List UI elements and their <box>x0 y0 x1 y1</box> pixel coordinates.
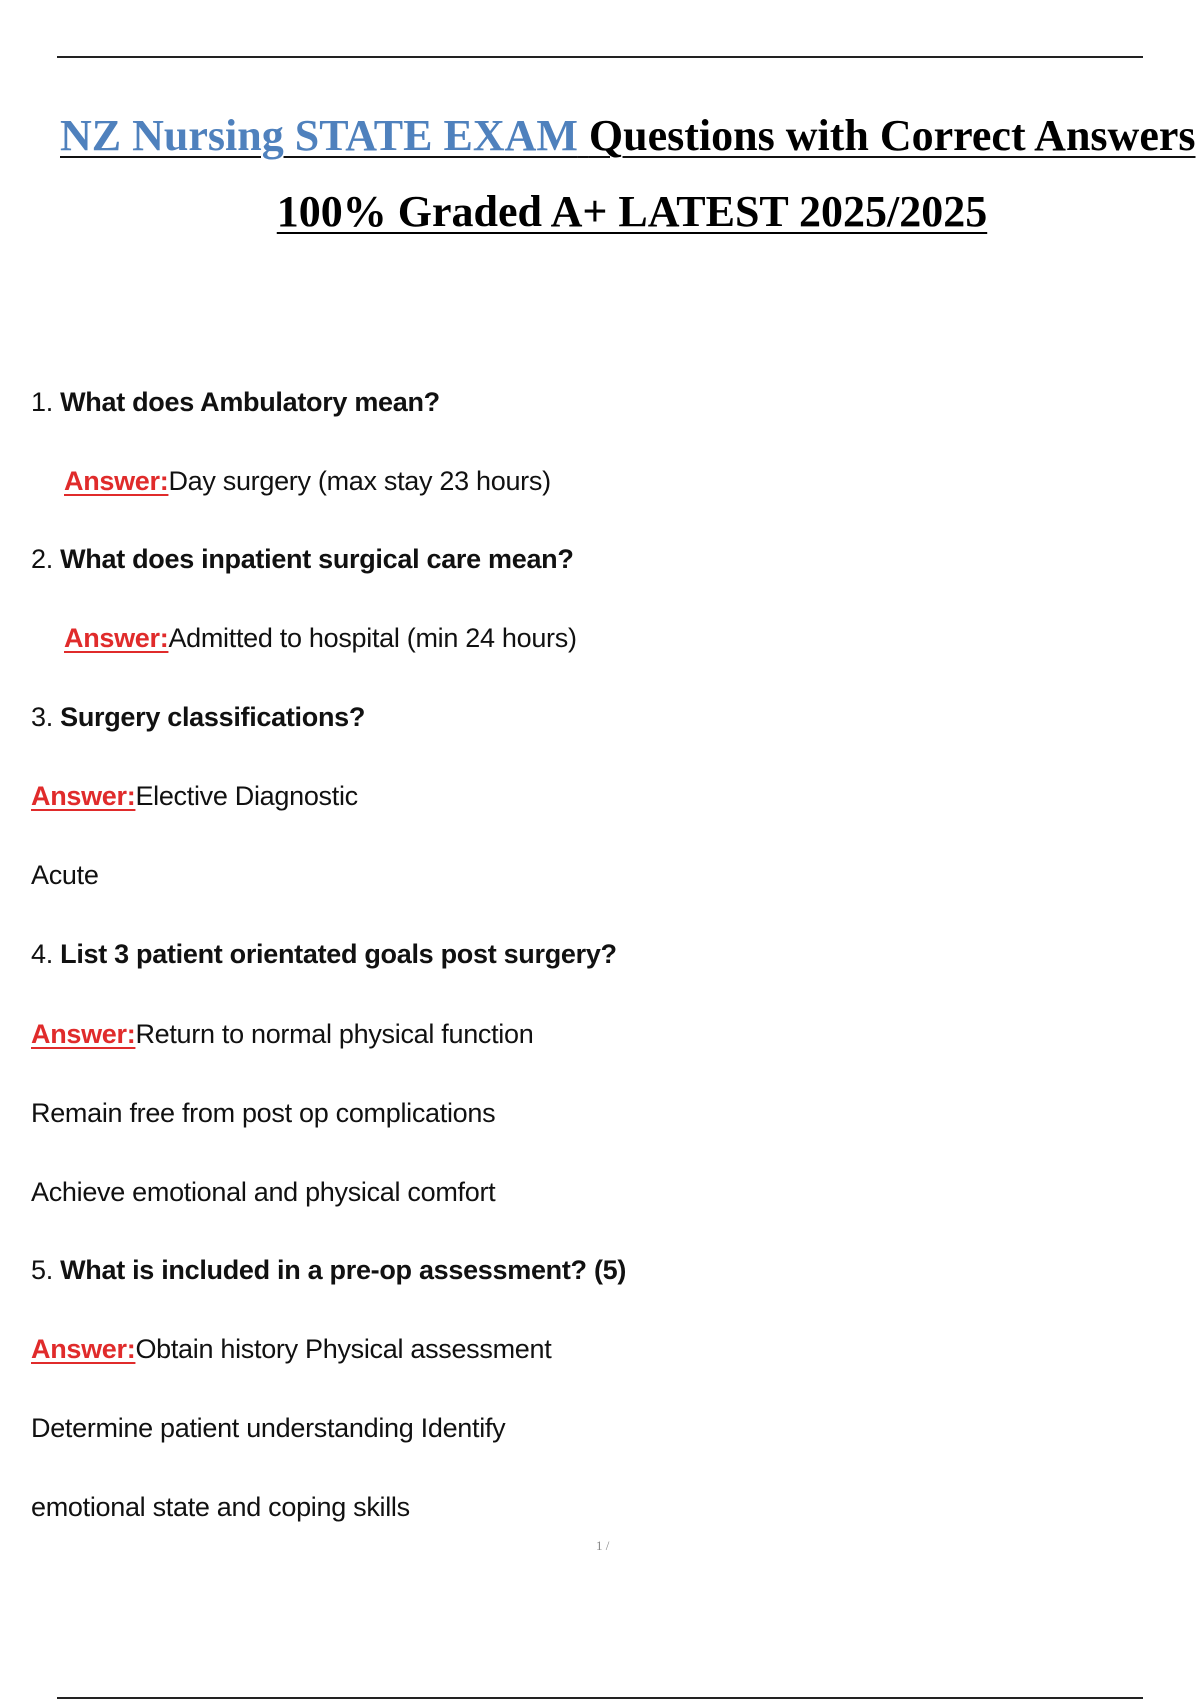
answer-label: Answer: <box>31 1334 136 1364</box>
top-rule <box>57 56 1143 58</box>
document-title <box>60 106 1200 166</box>
question-number: 1. <box>31 387 53 417</box>
question-number: 3. <box>31 702 53 732</box>
title-text: Questions with Correct Answers <box>588 111 1196 160</box>
answer-3 <box>31 776 358 816</box>
answer-2 <box>64 618 577 658</box>
question-number: 4. <box>31 939 53 969</box>
question-number: 5. <box>31 1255 53 1285</box>
question-1 <box>31 382 440 422</box>
answer-1 <box>64 461 551 501</box>
answer-4-continued: Remain free from post op complications <box>31 1098 496 1128</box>
question-text: What is included in a pre-op assessment? (5) <box>60 1255 627 1285</box>
answer-text: Admitted to hospital (min 24 hours) <box>168 623 577 653</box>
question-text: Surgery classifications? <box>60 702 366 732</box>
answer-5-continued: emotional state and coping skills <box>31 1492 410 1522</box>
answer-3-continued: Acute <box>31 860 99 890</box>
answer-text: Elective Diagnostic <box>135 781 358 811</box>
bottom-rule <box>57 1697 1143 1699</box>
document-subtitle: 100% Graded A+ LATEST 2025/2025 <box>276 187 988 236</box>
question-text: List 3 patient orientated goals post surgery? <box>60 939 617 969</box>
question-text: What does Ambulatory mean? <box>60 387 440 417</box>
page-number: 1 / <box>596 1538 610 1553</box>
question-4 <box>31 934 617 974</box>
title-highlight-link[interactable]: NZ Nursing STATE EXAM <box>60 111 578 160</box>
answer-label: Answer: <box>31 781 136 811</box>
question-number: 2. <box>31 544 53 574</box>
answer-label: Answer: <box>64 466 169 496</box>
question-5 <box>31 1250 626 1290</box>
answer-text: Return to normal physical function <box>135 1019 534 1049</box>
question-3 <box>31 697 365 737</box>
answer-4-continued: Achieve emotional and physical comfort <box>31 1177 496 1207</box>
answer-text: Obtain history Physical assessment <box>135 1334 552 1364</box>
answer-5-continued: Determine patient understanding Identify <box>31 1413 506 1443</box>
answer-label: Answer: <box>64 623 169 653</box>
answer-text: Day surgery (max stay 23 hours) <box>168 466 551 496</box>
answer-4 <box>31 1014 533 1054</box>
answer-5 <box>31 1329 551 1369</box>
question-text: What does inpatient surgical care mean? <box>60 544 574 574</box>
answer-label: Answer: <box>31 1019 136 1049</box>
question-2 <box>31 539 574 579</box>
